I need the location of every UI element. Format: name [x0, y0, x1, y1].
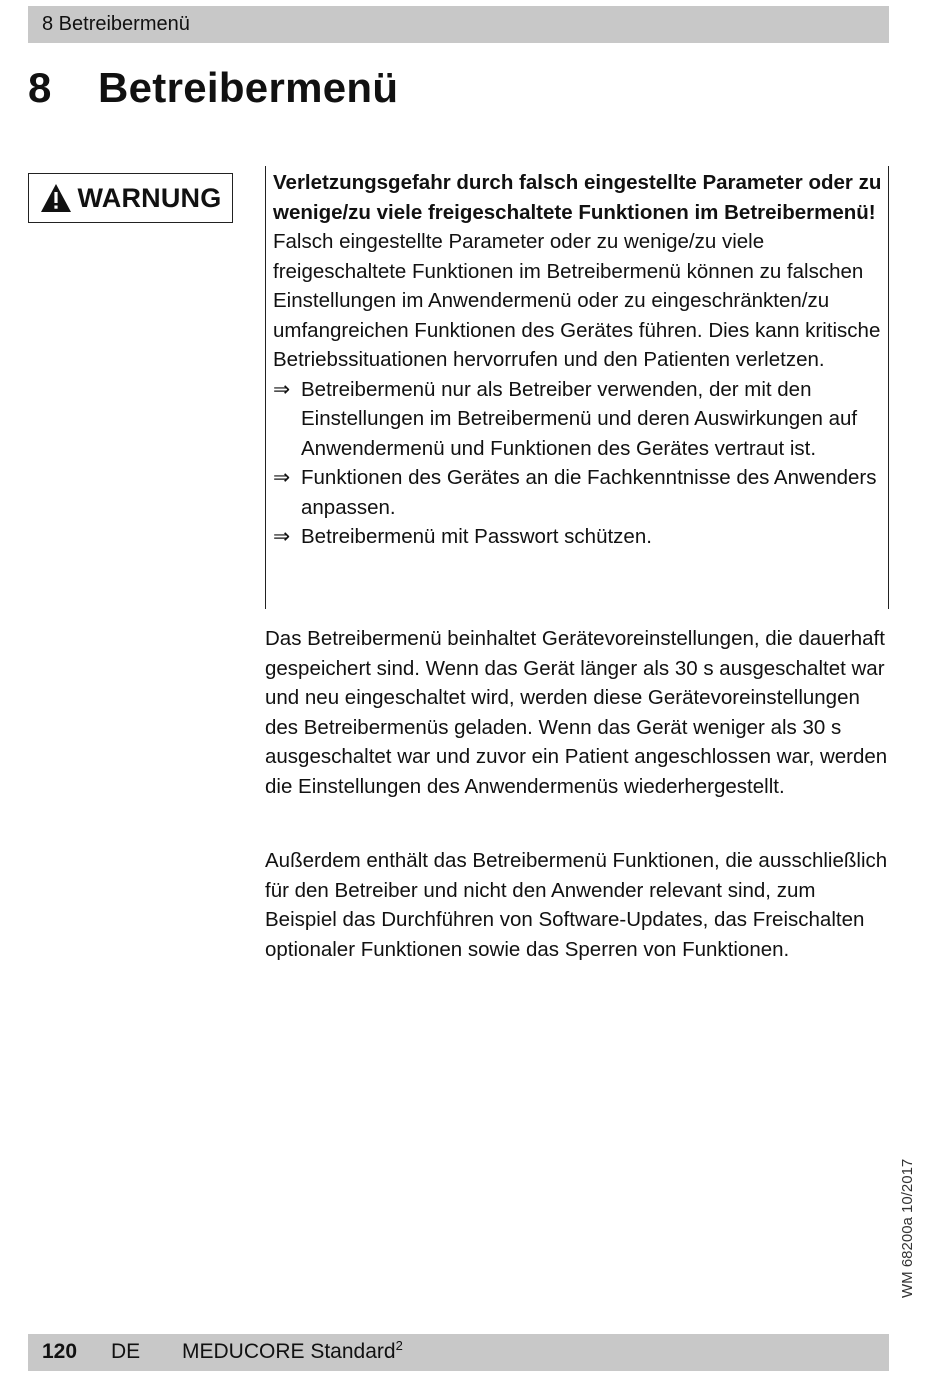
- running-header-title: 8 Betreibermenü: [42, 13, 190, 35]
- language-code: DE: [111, 1340, 141, 1363]
- page-number: 120: [42, 1340, 78, 1363]
- body-paragraph: Außerdem enthält das Betreibermenü Funktionen, die ausschließlich für den Betreiber und nicht den Anwender relevant sind, zum Beispiel das Durchführen von Software-Updates, das Freischalten optionaler Funktionen sowie das Sperren von Funktionen.: [265, 849, 888, 961]
- page-footer: [28, 1334, 889, 1371]
- warning-title: Verletzungsgefahr durch falsch eingestellte Parameter oder zu wenige/zu viele freigeschaltete Funktionen im Betreibermenü!: [273, 171, 882, 224]
- warning-action-item: [273, 522, 888, 552]
- warning-action-item: [273, 463, 888, 522]
- arrow-icon: ⇒: [273, 377, 291, 401]
- product-name: [182, 1340, 403, 1364]
- warning-triangle-icon: [40, 183, 72, 213]
- chapter-title-text: Betreibermenü: [98, 64, 399, 111]
- warning-action-text: Betreibermenü mit Passwort schützen.: [301, 525, 652, 548]
- warning-badge: [28, 173, 233, 223]
- warning-action-item: [273, 375, 888, 464]
- warning-badge-label: WARNUNG: [77, 182, 222, 213]
- product-name-text: MEDUCORE Standard: [182, 1340, 396, 1363]
- chapter-title: [28, 64, 398, 112]
- warning-body: Falsch eingestellte Parameter oder zu wenige/zu viele freigeschaltete Funktionen im Betreibermenü können zu falschen Einstellungen im Anwendermenü oder zu eingeschränkten/zu umfangreichen Funktionen des Gerätes führen. Dies kann kritische Betriebssituationen hervorrufen und den Patienten verletzen.: [273, 230, 881, 371]
- warning-box: [265, 166, 889, 609]
- document-code: WM 68200a 10/2017: [899, 1158, 916, 1298]
- warning-action-text: Betreibermenü nur als Betreiber verwenden, der mit den Einstellungen im Betreibermenü und deren Auswirkungen auf Anwendermenü und Funktionen des Gerätes vertraut ist.: [301, 377, 858, 460]
- product-superscript: 2: [395, 1338, 403, 1353]
- arrow-icon: ⇒: [273, 525, 291, 548]
- chapter-number: 8: [28, 64, 52, 111]
- arrow-icon: ⇒: [273, 466, 291, 489]
- warning-action-text: Funktionen des Gerätes an die Fachkenntnisse des Anwenders anpassen.: [301, 466, 877, 519]
- body-paragraph: Das Betreibermenü beinhaltet Gerätevoreinstellungen, die dauerhaft gespeichert sind. Wenn das Gerät länger als 30 s ausgeschaltet war und neu eingeschaltet wird, werden diese Gerätevoreinstellungen des Betreibermenüs geladen. Wenn das Gerät weniger als 30 s ausgeschaltet war und zuvor ein Patient angeschlossen war, werden die Einstellungen des Anwendermenüs wiederhergestellt.: [265, 627, 888, 798]
- running-header: [28, 6, 889, 43]
